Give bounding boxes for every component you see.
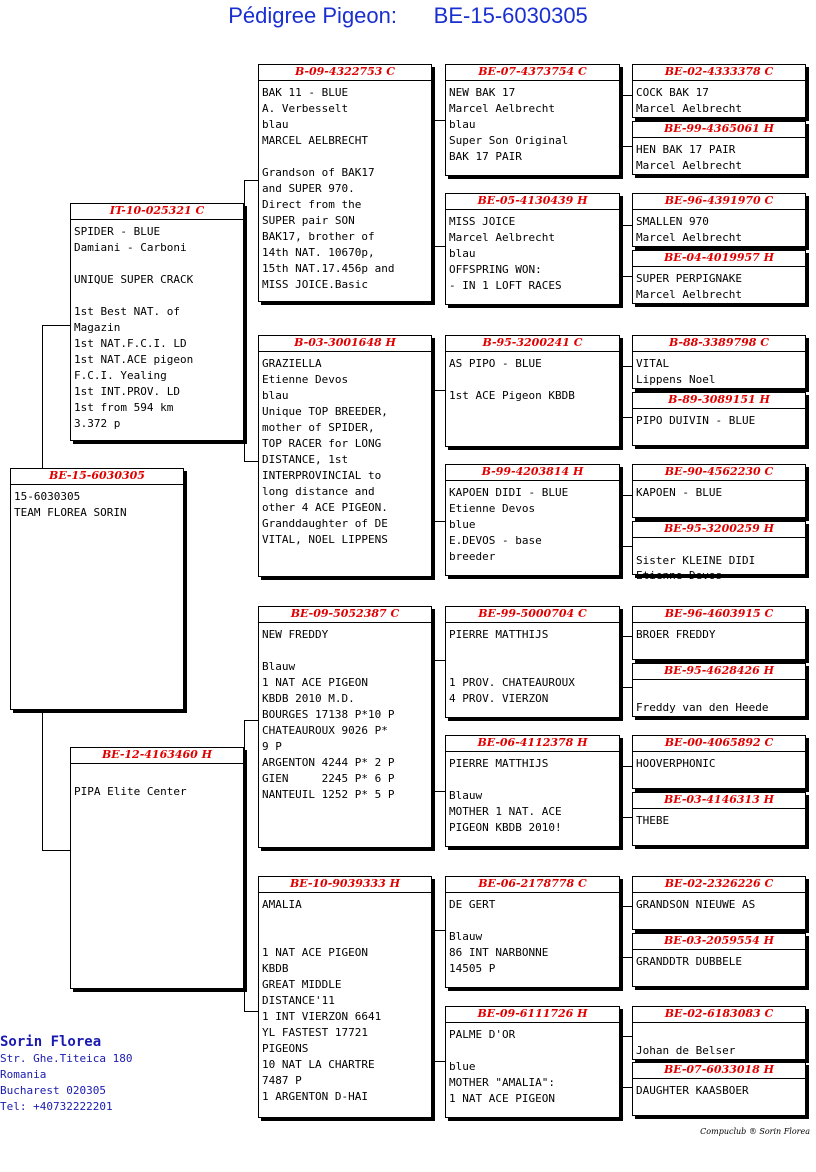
gen3-card-ddd[interactable] <box>445 1006 620 1118</box>
ring-number: B-95-3200241 C <box>446 336 619 352</box>
ring-number: BE-04-4019957 H <box>633 251 805 267</box>
connector <box>432 120 446 247</box>
connector <box>42 325 71 469</box>
gen4-card-ssdd[interactable] <box>632 250 806 304</box>
gen3-card-dss[interactable] <box>445 606 620 718</box>
gen4-card-sdsd[interactable] <box>632 392 806 446</box>
gen4-card-dsds[interactable] <box>632 735 806 789</box>
dam-dam-card[interactable] <box>258 876 432 1118</box>
dam-card[interactable] <box>70 747 244 989</box>
ring-number: BE-02-2326226 C <box>633 877 805 893</box>
pigeon-details: NEW FREDDY Blauw 1 NAT ACE PIGEON KBDB 2010 M.D. BOURGES 17138 P*10 P CHATEAUROUX 9026 P* 9 P ARGENTON 4244 P* 2 P GIEN 2245 P* 6 P NANTEUIL 1252 P* 5 P <box>262 628 395 801</box>
owner-name: Sorin Florea <box>0 1034 102 1050</box>
connector <box>432 930 446 1062</box>
pigeon-details: SUPER PERPIGNAKE Marcel Aelbrecht <box>636 272 742 301</box>
pigeon-details: AMALIA 1 NAT ACE PIGEON KBDB GREAT MIDDLE DISTANCE'11 1 INT VIERZON 6641 YL FASTEST 17721 PIGEONS 10 NAT LA CHARTRE 7487 P 1 ARGENTON D-HAI <box>262 898 382 1103</box>
gen4-card-dssd[interactable] <box>632 663 806 717</box>
pigeon-details: PIPA Elite Center <box>74 785 187 798</box>
connector <box>432 390 446 522</box>
gen3-card-sdd[interactable] <box>445 464 620 576</box>
pigeon-details: SPIDER - BLUE Damiani - Carboni UNIQUE SUPER CRACK 1st Best NAT. of Magazin 1st NAT.F.C.I. LD 1st NAT.ACE pigeon F.C.I. Yealing 1st INT.PROV. LD 1st from 594 km 3.372 p <box>74 225 194 430</box>
pigeon-details: BAK 11 - BLUE A. Verbesselt blau MARCEL AELBRECHT Grandson of BAK17 and SUPER 970. Direct from the SUPER pair SON BAK17, brother of 14th NAT. 10670p, 15th NAT.17.456p and MISS JOICE.Basic <box>262 86 395 291</box>
ring-number: B-89-3089151 H <box>633 393 805 409</box>
pigeon-details: AS PIPO - BLUE 1st ACE Pigeon KBDB <box>449 357 575 402</box>
pigeon-details: GRAZIELLA Etienne Devos blau Unique TOP BREEDER, mother of SPIDER, TOP RACER for LONG DISTANCE, 1st INTERPROVINCIAL to long distance and other 4 ACE PIGEON. Granddaughter of DE VITAL, NOEL LIPPENS <box>262 357 388 546</box>
ring-number: B-09-4322753 C <box>259 65 431 81</box>
owner-street: Str. Ghe.Titeica 180 <box>0 1052 133 1065</box>
connector <box>244 720 259 1012</box>
ring-number: BE-09-5052387 C <box>259 607 431 623</box>
pigeon-details: BROER FREDDY <box>636 628 716 641</box>
ring-number: BE-07-6033018 H <box>633 1063 805 1079</box>
pigeon-details: PIPO DUIVIN - BLUE <box>636 414 756 427</box>
ring-number: BE-95-3200259 H <box>633 522 805 538</box>
pigeon-details: PIERRE MATTHIJS Blauw MOTHER 1 NAT. ACE PIGEON KBDB 2010! <box>449 757 562 834</box>
pigeon-details: PALME D'OR blue MOTHER "AMALIA": 1 NAT ACE PIGEON <box>449 1028 555 1105</box>
ring-number: BE-03-2059554 H <box>633 934 805 950</box>
pigeon-details: THEBE <box>636 814 670 827</box>
ring-number: BE-02-4333378 C <box>633 65 805 81</box>
sire-dam-card[interactable] <box>258 335 432 577</box>
gen3-card-ssd[interactable] <box>445 193 620 305</box>
ring-number: BE-96-4603915 C <box>633 607 805 623</box>
ring-number: BE-00-4065892 C <box>633 736 805 752</box>
pigeon-details: MISS JOICE Marcel Aelbrecht blau OFFSPRING WON: - IN 1 LOFT RACES <box>449 215 562 292</box>
ring-number: BE-12-4163460 H <box>71 748 243 764</box>
pigeon-details: Johan de Belser <box>636 1044 736 1057</box>
ring-number: BE-90-4562230 C <box>633 465 805 481</box>
gen3-card-dsd[interactable] <box>445 735 620 847</box>
owner-country: Romania <box>0 1068 47 1081</box>
pigeon-details: NEW BAK 17 Marcel Aelbrecht blau Super Son Original BAK 17 PAIR <box>449 86 569 163</box>
gen4-card-dsss[interactable] <box>632 606 806 660</box>
pigeon-details: Sister KLEINE DIDI Etienne Devos <box>636 554 756 582</box>
ring-number: BE-99-4365061 H <box>633 122 805 138</box>
ring-number: BE-06-4112378 H <box>446 736 619 752</box>
gen4-card-dddd[interactable] <box>632 1062 806 1116</box>
gen4-card-dsdd[interactable] <box>632 792 806 846</box>
gen4-card-ddds[interactable] <box>632 1006 806 1060</box>
ring-number: IT-10-025321 C <box>71 204 243 220</box>
ring-number: BE-03-4146313 H <box>633 793 805 809</box>
sire-sire-card[interactable] <box>258 64 432 302</box>
ring-number: BE-10-9039333 H <box>259 877 431 893</box>
pigeon-details: COCK BAK 17 Marcel Aelbrecht <box>636 86 742 115</box>
gen4-card-sdds[interactable] <box>632 464 806 518</box>
pigeon-details: DAUGHTER KAASBOER <box>636 1084 749 1097</box>
gen4-card-sdss[interactable] <box>632 335 806 389</box>
gen3-card-sds[interactable] <box>445 335 620 447</box>
pigeon-details: KAPOEN DIDI - BLUE Etienne Devos blue E.DEVOS - base breeder <box>449 486 569 563</box>
gen3-card-sss[interactable] <box>445 64 620 176</box>
pigeon-details: GRANDDTR DUBBELE <box>636 955 742 968</box>
pigeon-details: HEN BAK 17 PAIR Marcel Aelbrecht <box>636 143 742 172</box>
gen4-card-ddss[interactable] <box>632 876 806 930</box>
ring-number: BE-99-5000704 C <box>446 607 619 623</box>
gen4-card-ssss[interactable] <box>632 64 806 118</box>
pigeon-details: PIERRE MATTHIJS 1 PROV. CHATEAUROUX 4 PROV. VIERZON <box>449 628 575 705</box>
ring-number: BE-06-2178778 C <box>446 877 619 893</box>
ring-number: BE-05-4130439 H <box>446 194 619 210</box>
connector <box>432 660 446 792</box>
pigeon-details: 15-6030305 TEAM FLOREA SORIN <box>14 490 127 519</box>
gen4-card-ddsd[interactable] <box>632 933 806 987</box>
pigeon-details: DE GERT Blauw 86 INT NARBONNE 14505 P <box>449 898 549 975</box>
pigeon-details: KAPOEN - BLUE <box>636 486 723 499</box>
owner-phone: Tel: +40732222201 <box>0 1100 113 1113</box>
pigeon-details: Freddy van den Heede <box>636 701 769 714</box>
page-title: Pédigree Pigeon: BE-15-6030305 <box>228 3 588 28</box>
gen3-card-dds[interactable] <box>445 876 620 988</box>
ring-number: B-88-3389798 C <box>633 336 805 352</box>
ring-number: BE-95-4628426 H <box>633 664 805 680</box>
owner-city: Bucharest 020305 <box>0 1084 106 1097</box>
connector <box>244 180 259 462</box>
ring-number: BE-96-4391970 C <box>633 194 805 210</box>
ring-number: BE-09-6111726 H <box>446 1007 619 1023</box>
pigeon-details: SMALLEN 970 Marcel Aelbrecht <box>636 215 742 244</box>
ring-number: BE-15-6030305 <box>11 469 183 485</box>
ring-number: BE-02-6183083 C <box>633 1007 805 1023</box>
pigeon-details: HOOVERPHONIC <box>636 757 716 770</box>
sire-card[interactable] <box>70 203 244 441</box>
footer-credit: Compuclub ® Sorin Florea <box>700 1127 810 1136</box>
ring-number: B-03-3001648 H <box>259 336 431 352</box>
owner-info <box>0 1033 132 1115</box>
dam-sire-card[interactable] <box>258 606 432 848</box>
subject-card[interactable] <box>10 468 184 710</box>
gen4-card-sssd[interactable] <box>632 121 806 175</box>
gen4-card-sddd[interactable] <box>632 521 806 582</box>
gen4-card-ssds[interactable] <box>632 193 806 247</box>
pigeon-details: VITAL Lippens Noel <box>636 357 716 386</box>
pigeon-details: GRANDSON NIEUWE AS <box>636 898 756 911</box>
ring-number: B-99-4203814 H <box>446 465 619 481</box>
connector <box>42 710 71 851</box>
ring-number: BE-07-4373754 C <box>446 65 619 81</box>
